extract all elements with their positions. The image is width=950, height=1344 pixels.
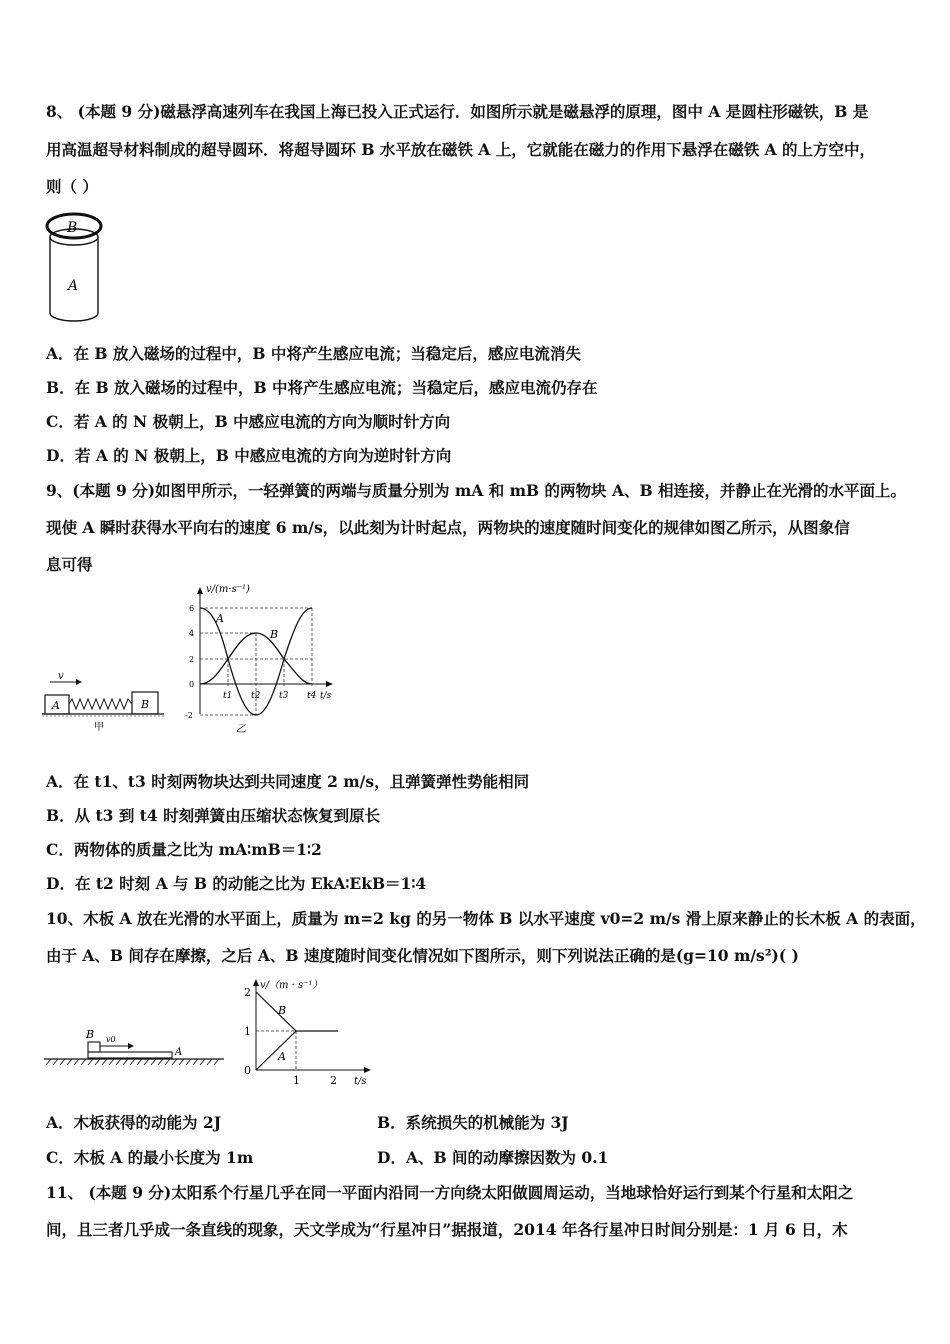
q9-jia-caption: 甲 — [94, 722, 104, 733]
q8-label-b: B — [67, 220, 78, 236]
q10-board-label-b: B — [86, 1028, 95, 1041]
q9-figure-yi-chart — [180, 582, 340, 744]
q10-figure-board — [42, 1024, 227, 1074]
q10-line-a — [256, 1031, 296, 1070]
q8-option-b[interactable]: B．在 B 放入磁场的过程中，B 中将产生感应电流；当稳定后，感应电流仍存在 — [46, 378, 598, 397]
q9-text-line1: 9、(本题 9 分)如图甲所示，一轻弹簧的两端与质量分别为 mA 和 mB 的两物块 A、B 相连接，并静止在光滑的水平面上。 — [46, 481, 906, 500]
q10-chart-xlabel: t/s — [354, 1076, 367, 1087]
q9-yi-label-a: A — [216, 612, 224, 625]
q8-option-c[interactable]: C．若 A 的 N 极朝上，B 中感应电流的方向为顺时针方向 — [46, 412, 451, 431]
q9-jia-label-b: B — [141, 698, 150, 711]
q9-yi-xtick: t4 — [307, 691, 317, 701]
q10-text-line2: 由于 A、B 间存在摩擦，之后 A、B 速度随时间变化情况如下图所示，则下列说法正确的是(g=10 m/s²)( ) — [46, 946, 799, 965]
q9-yi-ytick: 2 — [189, 655, 195, 664]
q9-yi-ylabel: v/(m·s⁻¹) — [206, 584, 250, 595]
q8-figure-magnet — [42, 208, 106, 328]
q11-text-line1: 11、 (本题 9 分)太阳系个行星几乎在同一平面内沿同一方向绕太阳做圆周运动，当地球恰好运行到某个行星和太阳之 — [46, 1183, 854, 1202]
q9-option-d[interactable]: D．在 t2 时刻 A 与 B 的动能之比为 EkA∶EkB＝1∶4 — [46, 874, 427, 893]
q9-yi-xtick: t2 — [251, 691, 261, 701]
q10-chart-ylabel: v/（m · s⁻¹） — [260, 980, 323, 991]
q8-option-a[interactable]: A．在 B 放入磁场的过程中，B 中将产生感应电流；当稳定后，感应电流消失 — [46, 344, 581, 363]
q9-jia-label-v: v — [58, 671, 64, 682]
q10-chart-label-b: B — [278, 1004, 287, 1017]
q9-yi-ytick: -2 — [185, 711, 193, 720]
q9-jia-label-a: A — [52, 699, 60, 712]
q10-text-line1: 10、木板 A 放在光滑的水平面上，质量为 m=2 kg 的另一物体 B 以水平速度 v0=2 m/s 滑上原来静止的长木板 A 的表面， — [46, 909, 926, 928]
q8-label-a: A — [68, 278, 79, 294]
q9-yi-xtick: t1 — [223, 691, 233, 701]
q9-text-line2: 现使 A 瞬时获得水平向右的速度 6 m/s，以此刻为计时起点，两物块的速度随时间变化的规律如图乙所示，从图象信 — [46, 518, 850, 537]
q9-option-c[interactable]: C．两物体的质量之比为 mA∶mB＝1∶2 — [46, 840, 322, 859]
q8-text-line2: 用高温超导材料制成的超导圆环．将超导圆环 B 水平放在磁铁 A 上，它就能在磁力的作用下悬浮在磁铁 A 的上方空中， — [46, 140, 876, 159]
q9-yi-caption: 乙 — [236, 724, 246, 735]
q8-text-line1: 8、 (本题 9 分)磁悬浮高速列车在我国上海已投入正式运行．如图所示就是磁悬浮的原理，图中 A 是圆柱形磁铁，B 是 — [46, 102, 869, 121]
q10-chart-ytick: 0 — [244, 1064, 251, 1077]
q9-option-a[interactable]: A．在 t1、t3 时刻两物块达到共同速度 2 m/s，且弹簧弹性势能相同 — [46, 772, 530, 791]
q10-option-a[interactable]: A．木板获得的动能为 2J — [46, 1113, 222, 1132]
q10-chart-ytick: 2 — [244, 986, 251, 999]
q9-text-line3: 息可得 — [46, 555, 93, 574]
q9-yi-xtick: t3 — [279, 691, 289, 701]
q10-line-b — [256, 992, 338, 1031]
q8-text-line3: 则（ ） — [46, 177, 98, 196]
q10-option-b[interactable]: B．系统损失的机械能为 3J — [377, 1113, 569, 1132]
q10-chart-xtick: 2 — [330, 1074, 337, 1087]
q9-option-b[interactable]: B．从 t3 到 t4 时刻弹簧由压缩状态恢复到原长 — [46, 806, 381, 825]
q11-text-line2: 间，且三者几乎成一条直线的现象，天文学成为“行星冲日”据报道，2014 年各行星冲日时间分别是：1 月 6 日，木 — [46, 1220, 848, 1239]
q9-yi-label-b: B — [270, 628, 279, 641]
q9-yi-ytick: 0 — [189, 680, 195, 689]
q9-yi-ytick: 4 — [189, 629, 195, 638]
q10-chart-xtick: 1 — [293, 1074, 300, 1087]
q10-board-label-a: A — [175, 1047, 183, 1058]
q9-figure-jia — [42, 668, 167, 738]
q10-option-c[interactable]: C．木板 A 的最小长度为 1m — [46, 1148, 254, 1167]
q8-option-d[interactable]: D．若 A 的 N 极朝上，B 中感应电流的方向为逆时针方向 — [46, 446, 452, 465]
q10-chart-ytick: 1 — [244, 1025, 251, 1038]
q10-option-d[interactable]: D．A、B 间的动摩擦因数为 0.1 — [377, 1148, 609, 1167]
q9-yi-ytick: 6 — [189, 604, 195, 613]
q10-chart-label-a: A — [278, 1050, 286, 1063]
q9-yi-xlabel: t/s — [320, 691, 332, 701]
q10-board-label-v0: v0 — [106, 1035, 116, 1044]
q10-figure-vt-chart — [238, 976, 378, 1088]
